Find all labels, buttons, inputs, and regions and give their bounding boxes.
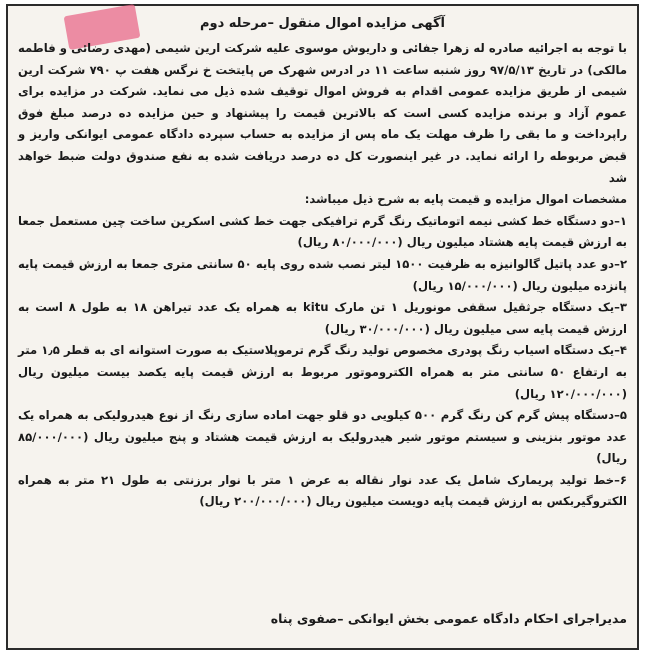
list-item: ۳–یک دستگاه جرثقیل سقفی مونوریل ۱ تن مارک kitu به همراه یک عدد تیراهن ۱۸ به طول ۸ است به ارزش قیمت پایه سی میلیون ریال (۳۰/۰۰۰/۰۰۰ ریال) [18,300,627,336]
notice-title: آگهی مزایده اموال منقول –مرحله دوم [199,16,446,31]
signature-line: مدیراجرای احکام دادگاه عمومی بخش ایوانکی –صفوی پناه [270,611,627,626]
list-item: ۱–دو دستگاه خط کشی نیمه اتوماتیک رنگ گرم ترافیکی جهت خط کشی اسکرین ساخت چین مستعمل جمعا به ارزش قیمت پایه هشتاد میلیون ریال (۸۰/۰۰۰/۰۰۰ ریال) [18,213,627,250]
notice-body [18,12,627,513]
items-heading: مشخصات اموال مزایده و قیمت پایه به شرح ذیل میباشد: [304,192,627,207]
list-item: ۲–دو عدد پاتیل گالوانیزه به ظرفیت ۱۵۰۰ لیتر نصب شده روی پایه ۵۰ سانتی متری جمعا به ارزش قیمت پایه پانزده میلیون ریال (۱۵/۰۰۰/۰۰۰ ریال) [18,256,628,293]
list-item: ۵–دستگاه پیش گرم کن رنگ گرم ۵۰۰ کیلویی دو قلو جهت اماده سازی رنگ از نوع هیدرولیکی به همراه یک عدد موتور بنزینی و سیستم موتور شیر هیدرولیک به ارزش قیمت هشتاد و پنج میلیون ریال (۸۵/۰۰۰/۰۰۰ ریال) [18,408,627,466]
list-item: ۴–یک دستگاه اسیاب رنگ پودری مخصوص تولید رنگ گرم ترموپلاستیک به صورت استوانه ای به قطر ۱٫۵ متر به ارتفاع ۵۰ سانتی متر به همراه الکتروموتور مربوط به ارزش قیمت پایه یکصد بیست میلیون ریال (۱۲۰/۰۰۰/۰۰۰ ریال) [18,343,628,401]
intro-paragraph: با توجه به اجرائیه صادره له زهرا جفائی و داریوش موسوی علیه شرکت ارین شیمی (مهدی رضائی و فاطمه مالکی) در تاریخ ۹۷/۵/۱۳ روز شنبه ساعت ۱۱ در ادرس شهرک ص پایتخت خ نرگس هفت پ ۷۹۰ شرکت ارین شیمی از طریق مزایده عمومی اقدام به فروش اموال توقیف شده ذیل می نماید. شرکت در مزایده برای عموم آزاد و برنده مزایده کسی است که بالاترین قیمت را پیشنهاد و حین مزایده ده درصد مبلغ فوق راپرداخت و ما بقی را ظرف مهلت یک ماه پس از مزایده به حساب سپرده دادگاه عمومی ایوانکی واریز و قبض مربوطه را ارائه نماید. در غیر اینصورت کل ده درصد دریافت شده به نفع صندوق دولت ضبط خواهد شد [18,41,627,185]
list-item: ۶–خط تولید پریمارک شامل یک عدد نوار نقاله به عرض ۱ متر با نوار برزنتی به طول ۲۱ متر به همراه الکتروگیربکس به ارزش قیمت پایه دویست میلیون ریال (۲۰۰/۰۰۰/۰۰۰ ریال) [18,472,627,509]
notice-frame [6,4,639,650]
